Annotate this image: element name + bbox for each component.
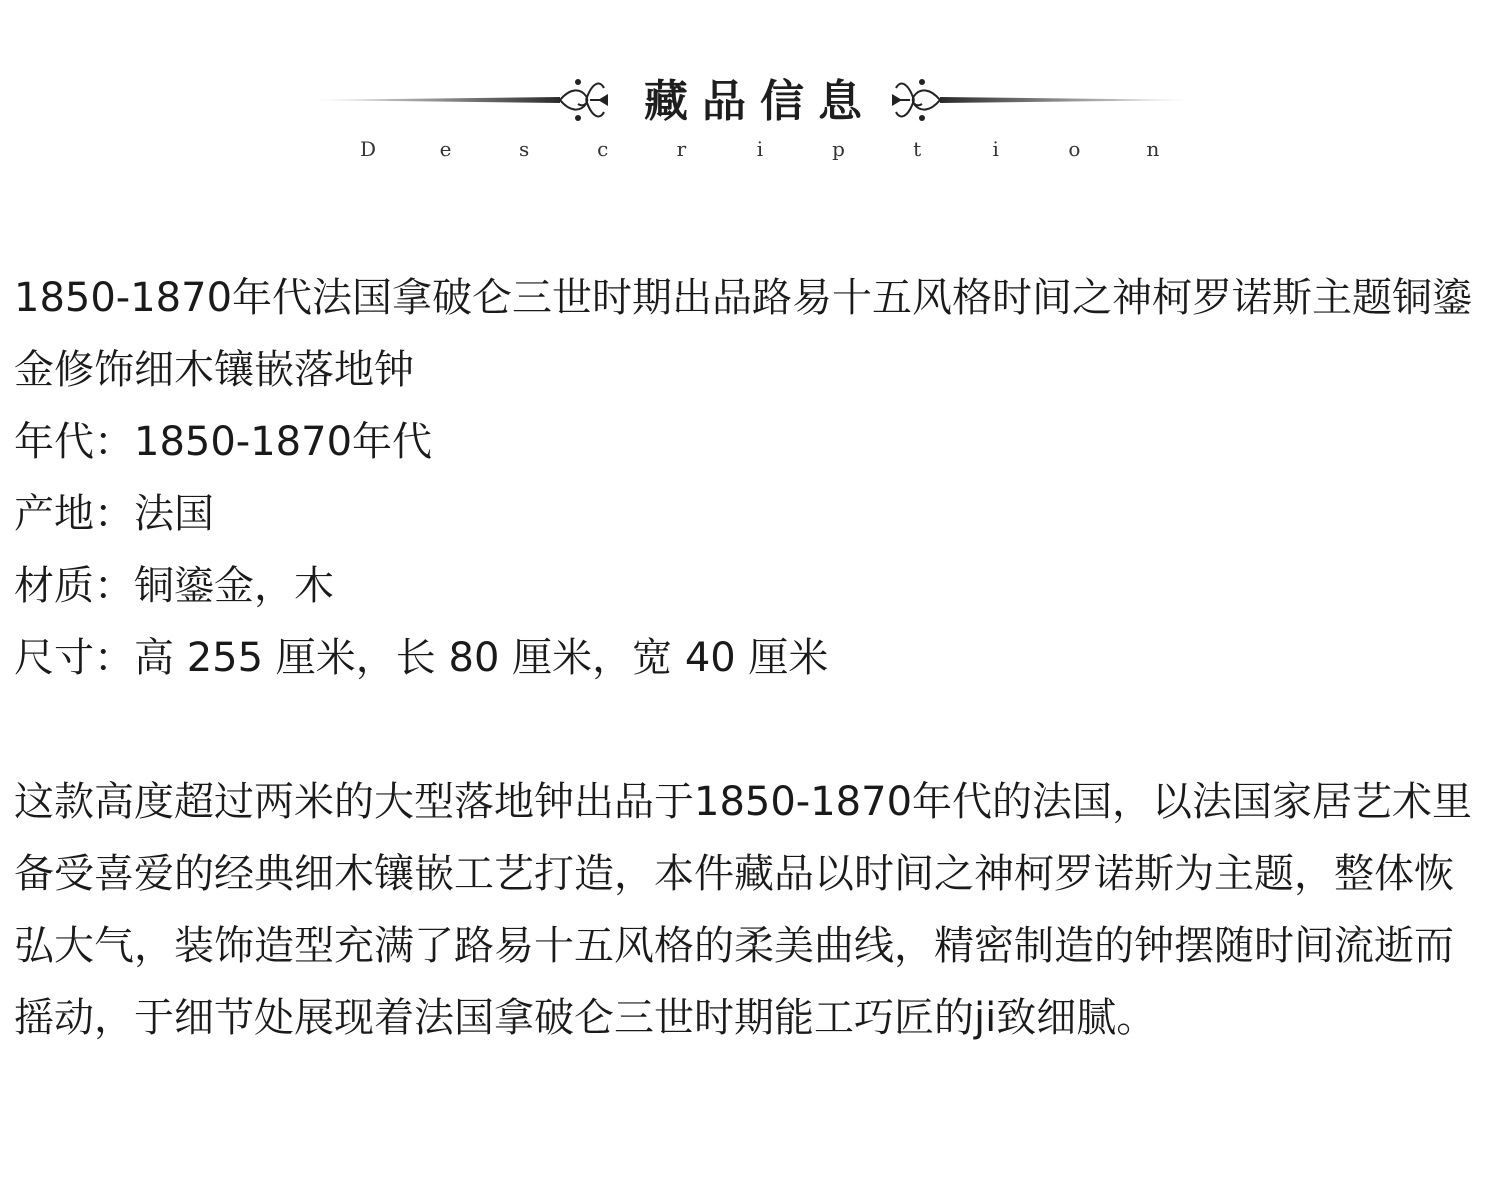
product-name: 1850-1870年代法国拿破仑三世时期出品路易十五风格时间之神柯罗诺斯主题铜鎏金修饰细木镶嵌落地钟	[14, 275, 1473, 393]
content-body	[14, 262, 1489, 1054]
subtitle-letter: r	[676, 137, 687, 161]
product-description: 这款高度超过两米的大型落地钟出品于1850-1870年代的法国，以法国家居艺术里备受喜爱的经典细木镶嵌工艺打造，本件藏品以时间之神柯罗诺斯为主题，整体恢弘大气，装饰造型充满了路易十五风格的柔美曲线，精密制造的钟摆随时间流逝而摇动，于细节处展现着法国拿破仑三世时期能工巧匠的ji致细腻。	[14, 779, 1473, 1041]
product-era: 年代：1850-1870年代	[14, 419, 433, 465]
subtitle-letter: c	[597, 137, 609, 161]
product-origin: 产地：法国	[14, 491, 214, 537]
subtitle-letter: o	[1068, 137, 1081, 161]
section-header	[0, 0, 1500, 200]
subtitle-letter: D	[360, 137, 377, 161]
subtitle-letter: p	[832, 137, 845, 161]
subtitle-letter: i	[992, 137, 999, 161]
section-subtitle	[360, 135, 1160, 163]
subtitle-letter: s	[519, 137, 530, 161]
product-size: 尺寸：高 255 厘米，长 80 厘米，宽 40 厘米	[14, 635, 829, 681]
subtitle-letter: n	[1146, 137, 1160, 161]
section-title: 藏品信息	[644, 76, 876, 127]
subtitle-letter: e	[439, 137, 452, 161]
subtitle-letter: t	[913, 137, 922, 161]
product-material: 材质：铜鎏金，木	[14, 563, 334, 609]
subtitle-letter: i	[756, 137, 764, 161]
paragraph-gap	[14, 694, 1489, 766]
